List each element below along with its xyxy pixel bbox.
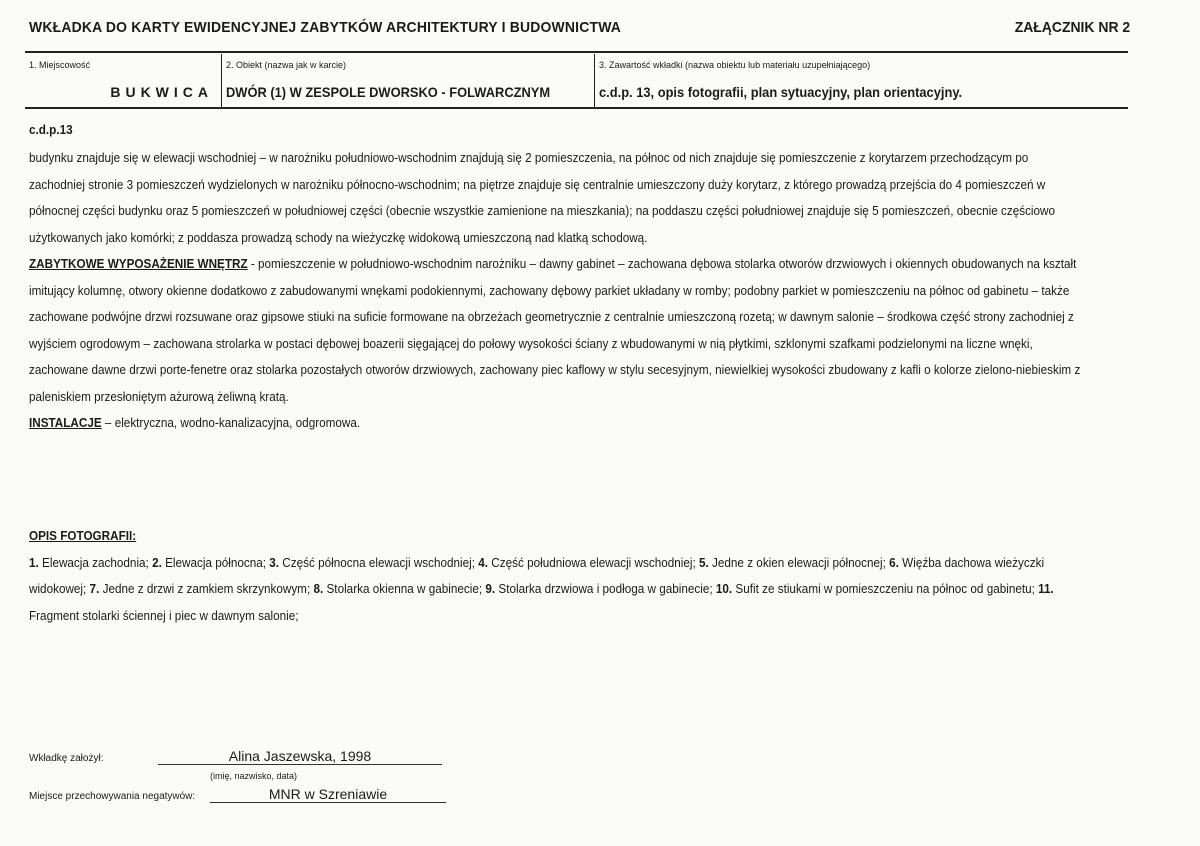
photo-caption: Fragment stolarki ściennej i piec w dawnym salonie; [29, 608, 299, 623]
photos-section [29, 523, 1082, 629]
photo-number: 2. [152, 555, 162, 570]
header-rule [25, 51, 1128, 53]
field-contents [595, 54, 1128, 107]
header-fields [25, 54, 1128, 109]
field-locality [25, 54, 222, 107]
attachment-number: ZAŁĄCZNIK NR 2 [1014, 19, 1130, 36]
photo-caption: Elewacja północna; [161, 555, 270, 570]
photo-number: 6. [889, 555, 899, 570]
intro-paragraph: budynku znajduje się w elewacji wschodniej – w narożniku południowo-wschodnim znajdują się 2 pomieszczenia, na północ od nich znajduje się pomieszczenie z korytarzem przechodzącym po zachodniej stronie 3 pomieszczeń wydzielonych w narożniku północno-wschodnim; na piętrze znajduje się centralnie umieszczony duży korytarz, z którego prowadzą przejścia do 4 pomieszczeń w północnej części budynku oraz 5 pomieszczeń w południowej części (obecnie wszystkie zamienione na mieszkania); na poddaszu części południowej znajduje się 5 pomieszczeń, obecnie częściowo użytkowanych jako komórki; z poddasza prowadzą schody na wieżyczkę widokową umieszczoną nad klatką schodową. [29, 151, 1056, 245]
field-object [222, 54, 595, 107]
photos-heading: OPIS FOTOGRAFII: [29, 529, 137, 543]
field-contents-value: c.d.p. 13, opis fotografii, plan sytuacyjny, plan orientacyjny. [599, 84, 963, 100]
photo-list [29, 556, 1054, 623]
photo-number: 10. [715, 582, 733, 596]
photo-number: 1. [29, 555, 39, 570]
photo-number: 3. [269, 555, 280, 570]
photo-caption: Jedne z okien elewacji północnej; [708, 555, 890, 570]
photo-caption: Sufit ze stiukami w pomieszczeniu na północ od gabinetu; [732, 582, 1039, 596]
author-value: Alina Jaszewska, 1998 [158, 748, 442, 765]
photo-number: 8. [313, 582, 324, 596]
photo-number: 9. [485, 582, 496, 596]
field-object-value: DWÓR (1) W ZESPOLE DWORSKO - FOLWARCZNYM [226, 84, 551, 100]
photo-caption: Część południowa elewacji wschodniej; [488, 555, 699, 570]
photo-caption: Stolarka drzwiowa i podłoga w gabinecie; [495, 582, 716, 596]
equipment-heading: ZABYTKOWE WYPOSAŻENIE WNĘTRZ [29, 257, 248, 271]
photo-caption: Stolarka okienna w gabinecie; [323, 582, 486, 596]
negatives-label: Miejsce przechowywania negatywów: [29, 791, 196, 802]
photo-number: 5. [698, 555, 709, 570]
author-hint: (imię, nazwisko, data) [210, 771, 298, 781]
photo-number: 7. [89, 582, 100, 596]
description-text [29, 145, 1082, 437]
author-label: Wkładkę założył: [29, 753, 104, 764]
photo-number: 4. [478, 555, 489, 570]
negatives-value: MNR w Szreniawie [210, 786, 446, 803]
equipment-paragraph: - pomieszczenie w południowo-wschodnim narożniku – dawny gabinet – zachowana dębowa stolarka otworów drzwiowych i okiennych obudowanych na kształt imitujący kolumnę, otwory okienne dodatkowo z zabudowanymi wnękami podokiennymi, zachowany dębowy parkiet układany w romby; podobny parkiet w pomieszczeniu na północ od gabinetu – także zachowane podwójne drzwi rozsuwane oraz gipsowe stiuki na suficie formowane na obrzeżach geometrycznie z centralnie umieszczoną rozetą; w dawnym salonie – środkowa część strony zachodniej z wyjściem ogrodowym – zachowana strolarka w postaci dębowej boazerii sięgającej do połowy wysokości ściany z wbudowanymi w nią płytkimi, szklonymi szafkami podzielonymi na liczne wnęki, zachowane dawne drzwi porte-fenetre oraz stolarka pozostałych otworów drzwiowych, zachowany piec kaflowy w stylu secesyjnym, niewielkiej wysokości zbudowany z kafli o kolorze zielono-niebieskim z paleniskiem przesłoniętym ażurową żeliwną kratą. [29, 257, 1081, 404]
photo-caption: Część północna elewacji wschodniej; [279, 555, 479, 570]
photo-caption: Elewacja zachodnia; [38, 555, 153, 570]
field-contents-label: 3. Zawartość wkładki (nazwa obiektu lub materiału uzupełniającego) [599, 60, 871, 70]
installations-paragraph: – elektryczna, wodno-kanalizacyjna, odgromowa. [101, 416, 361, 430]
installations-heading: INSTALACJE [29, 416, 102, 430]
field-locality-label: 1. Miejscowość [29, 60, 91, 70]
section-title: c.d.p.13 [29, 123, 73, 137]
photo-number: 11. [1038, 582, 1054, 596]
document-title: WKŁADKA DO KARTY EWIDENCYJNEJ ZABYTKÓW ARCHITEKTURY I BUDOWNICTWA [29, 19, 622, 36]
field-locality-value: BUKWICA [110, 84, 213, 100]
photo-caption: Więźba dachowa wieżyczki widokowej; [29, 555, 1045, 596]
field-object-label: 2. Obiekt (nazwa jak w karcie) [226, 60, 347, 70]
photo-caption: Jedne z drzwi z zamkiem skrzynkowym; [99, 582, 314, 596]
